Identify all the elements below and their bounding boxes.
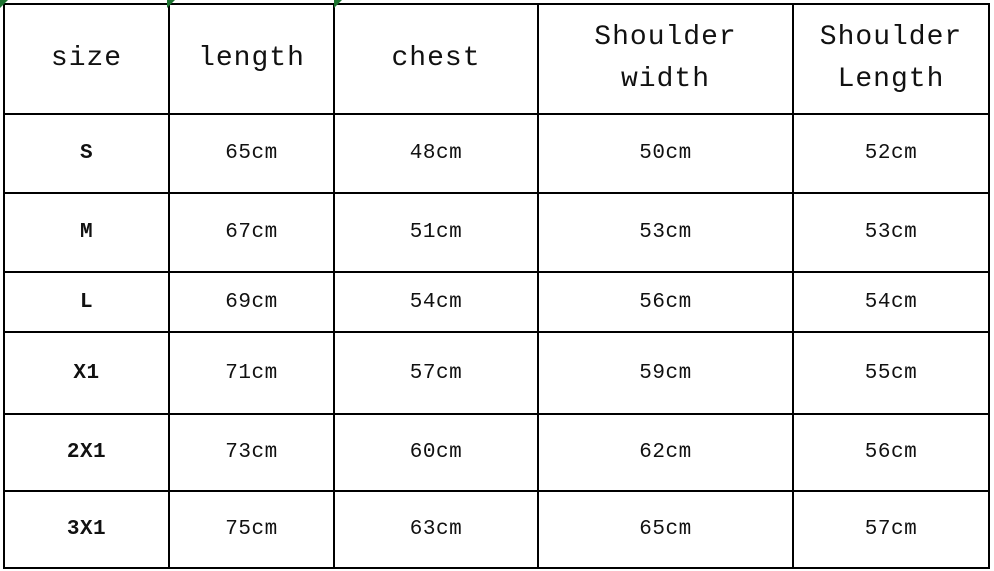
size-chart-table <box>3 3 990 569</box>
header-shoulder-length: Shoulder Length <box>793 4 989 114</box>
header-shoulder-width: Shoulder width <box>538 4 793 114</box>
cell-length: 65cm <box>169 114 334 193</box>
cell-shoulder-length: 52cm <box>793 114 989 193</box>
cell-size: 3X1 <box>4 491 169 568</box>
cell-shoulder-width: 62cm <box>538 414 793 491</box>
table-row-3x1 <box>4 491 989 568</box>
cell-chest: 57cm <box>334 332 538 414</box>
cell-chest: 54cm <box>334 272 538 332</box>
cell-size: 2X1 <box>4 414 169 491</box>
cell-chest: 51cm <box>334 193 538 272</box>
cell-length: 73cm <box>169 414 334 491</box>
cell-shoulder-length: 53cm <box>793 193 989 272</box>
cell-shoulder-width: 65cm <box>538 491 793 568</box>
cell-shoulder-width: 50cm <box>538 114 793 193</box>
cell-chest: 48cm <box>334 114 538 193</box>
cell-length: 71cm <box>169 332 334 414</box>
cell-length: 75cm <box>169 491 334 568</box>
table-row-l <box>4 272 989 332</box>
cell-error-indicator-icon <box>167 0 175 8</box>
cell-size: X1 <box>4 332 169 414</box>
header-row <box>4 4 989 114</box>
cell-error-indicator-icon <box>334 0 342 8</box>
cell-shoulder-length: 56cm <box>793 414 989 491</box>
cell-size: M <box>4 193 169 272</box>
cell-size: L <box>4 272 169 332</box>
header-length: length <box>169 4 334 114</box>
cell-chest: 63cm <box>334 491 538 568</box>
header-size: size <box>4 4 169 114</box>
table-row-x1 <box>4 332 989 414</box>
table-row-2x1 <box>4 414 989 491</box>
cell-error-indicator-icon <box>0 0 8 8</box>
cell-length: 67cm <box>169 193 334 272</box>
cell-shoulder-length: 55cm <box>793 332 989 414</box>
cell-shoulder-width: 59cm <box>538 332 793 414</box>
table-row-s <box>4 114 989 193</box>
cell-chest: 60cm <box>334 414 538 491</box>
cell-shoulder-width: 56cm <box>538 272 793 332</box>
table-row-m <box>4 193 989 272</box>
cell-shoulder-length: 57cm <box>793 491 989 568</box>
cell-shoulder-width: 53cm <box>538 193 793 272</box>
cell-shoulder-length: 54cm <box>793 272 989 332</box>
cell-size: S <box>4 114 169 193</box>
header-chest: chest <box>334 4 538 114</box>
cell-length: 69cm <box>169 272 334 332</box>
